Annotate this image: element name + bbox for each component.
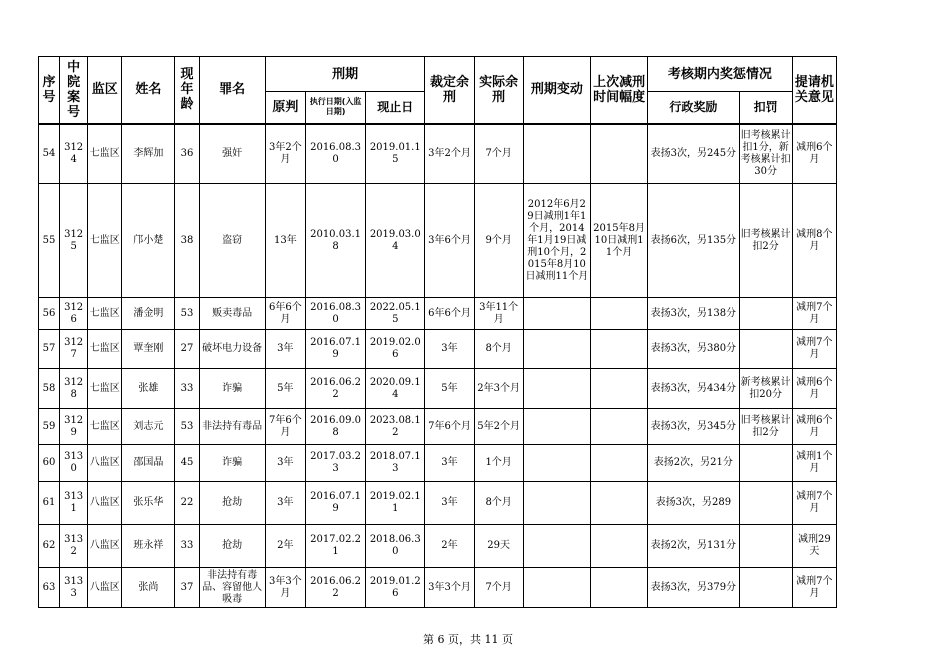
cell-last [590,409,647,445]
header-case-no: 中院案号 [60,57,88,124]
page-footer: 第 6 页，共 11 页 [423,633,513,646]
cell-case: 3124 [60,124,88,184]
cell-area: 七监区 [88,124,122,184]
cell-ruled: 3年 [425,330,474,369]
table-row [39,184,837,298]
cell-age: 22 [175,482,199,525]
cell-change [523,298,590,330]
cell-deduct: 旧考核累计扣1分，新考核累计扣30分 [739,124,792,184]
cell-seq: 63 [39,568,60,608]
cell-crime: 非法持有毒品、容留他人吸毒 [199,568,265,608]
cell-actual: 29天 [474,525,523,568]
table-row [39,298,837,330]
cell-exec: 2016.07.19 [305,330,365,369]
cell-deduct: 旧考核累计扣2分 [739,184,792,298]
cell-deduct [739,445,792,482]
cell-change [523,568,590,608]
cell-name: 潘金明 [122,298,175,330]
cell-change [523,124,590,184]
header-sentence-change: 刑期变动 [523,57,590,124]
table-row [39,525,837,568]
cell-case: 3133 [60,568,88,608]
cell-change [523,445,590,482]
cell-case: 3131 [60,482,88,525]
cell-ruled: 3年3个月 [425,568,474,608]
cell-seq: 60 [39,445,60,482]
cell-crime: 抢劫 [199,482,265,525]
cell-age: 53 [175,409,199,445]
cell-deduct [739,525,792,568]
cell-area: 七监区 [88,330,122,369]
cell-end: 2020.09.14 [366,369,425,409]
cell-opinion: 减刑7个月 [792,330,836,369]
cell-area: 七监区 [88,184,122,298]
cell-actual: 7个月 [474,124,523,184]
cell-end: 2019.01.26 [366,568,425,608]
cell-end: 2019.02.06 [366,330,425,369]
cell-name: 邝小楚 [122,184,175,298]
cell-reward: 表扬3次，另379分 [648,568,739,608]
cell-age: 33 [175,369,199,409]
table-row [39,568,837,608]
cell-reward: 表扬6次，另135分 [648,184,739,298]
cell-opinion: 减刑7个月 [792,482,836,525]
cell-deduct: 旧考核累计扣2分 [739,409,792,445]
cell-opinion: 减刑29天 [792,525,836,568]
cell-original: 7年6个月 [265,409,305,445]
header-opinion: 提请机关意见 [792,57,836,124]
cell-ruled: 3年 [425,482,474,525]
header-actual-remaining: 实际余刑 [474,57,523,124]
header-seq: 序号 [39,57,60,124]
header-age: 现年龄 [175,57,199,124]
cell-exec: 2017.03.23 [305,445,365,482]
table-row [39,124,837,184]
cell-seq: 57 [39,330,60,369]
cell-change [523,369,590,409]
cell-exec: 2010.03.18 [305,184,365,298]
cell-age: 38 [175,184,199,298]
cell-case: 3127 [60,330,88,369]
cell-crime: 盗窃 [199,184,265,298]
cell-opinion: 减刑6个月 [792,369,836,409]
cell-ruled: 7年6个月 [425,409,474,445]
cell-reward: 表扬2次，另21分 [648,445,739,482]
cell-case: 3126 [60,298,88,330]
table-row [39,369,837,409]
cell-area: 八监区 [88,482,122,525]
cell-name: 李辉加 [122,124,175,184]
prisoner-table [38,56,837,608]
cell-original: 2年 [265,525,305,568]
cell-actual: 1个月 [474,445,523,482]
cell-reward: 表扬3次，另434分 [648,369,739,409]
cell-case: 3130 [60,445,88,482]
cell-original: 3年3个月 [265,568,305,608]
cell-name: 张尚 [122,568,175,608]
cell-end: 2018.06.30 [366,525,425,568]
header-crime: 罪名 [199,57,265,124]
cell-ruled: 2年 [425,525,474,568]
table-row [39,445,837,482]
cell-actual: 7个月 [474,568,523,608]
cell-opinion: 减刑6个月 [792,409,836,445]
cell-name: 邵国晶 [122,445,175,482]
cell-age: 53 [175,298,199,330]
table-row [39,482,837,525]
cell-actual: 5年2个月 [474,409,523,445]
cell-crime: 破坏电力设备 [199,330,265,369]
cell-case: 3128 [60,369,88,409]
cell-change [523,525,590,568]
cell-age: 37 [175,568,199,608]
cell-reward: 表扬3次，另245分 [648,124,739,184]
header-exec-date: 执行日期(入监日期) [305,92,365,124]
cell-original: 13年 [265,184,305,298]
cell-deduct: 新考核累计扣20分 [739,369,792,409]
cell-reward: 表扬3次，另345分 [648,409,739,445]
cell-deduct [739,298,792,330]
cell-exec: 2016.06.22 [305,568,365,608]
cell-area: 八监区 [88,445,122,482]
cell-area: 七监区 [88,369,122,409]
cell-name: 张乐华 [122,482,175,525]
cell-end: 2019.01.15 [366,124,425,184]
cell-area: 七监区 [88,298,122,330]
cell-last [590,124,647,184]
cell-crime: 诈骗 [199,445,265,482]
cell-last [590,369,647,409]
cell-reward: 表扬3次，另380分 [648,330,739,369]
cell-last [590,445,647,482]
header-original: 原判 [265,92,305,124]
cell-exec: 2016.07.19 [305,482,365,525]
header-name: 姓名 [122,57,175,124]
table-row [39,330,837,369]
cell-crime: 非法持有毒品 [199,409,265,445]
cell-deduct [739,568,792,608]
cell-end: 2018.07.13 [366,445,425,482]
cell-last [590,568,647,608]
cell-seq: 58 [39,369,60,409]
cell-exec: 2016.09.08 [305,409,365,445]
cell-crime: 强奸 [199,124,265,184]
header-prison-area: 监区 [88,57,122,124]
cell-case: 3129 [60,409,88,445]
cell-seq: 61 [39,482,60,525]
cell-seq: 59 [39,409,60,445]
table-row [39,409,837,445]
cell-reward: 表扬2次，另131分 [648,525,739,568]
cell-age: 36 [175,124,199,184]
cell-original: 3年 [265,330,305,369]
cell-ruled: 6年6个月 [425,298,474,330]
header-sentence: 刑期 [265,57,425,92]
cell-opinion: 减刑7个月 [792,298,836,330]
cell-original: 3年 [265,482,305,525]
cell-area: 八监区 [88,568,122,608]
header-admin-reward: 行政奖励 [648,92,739,124]
cell-crime: 诈骗 [199,369,265,409]
header-deduction: 扣罚 [739,92,792,124]
cell-actual: 3年11个月 [474,298,523,330]
cell-name: 张雄 [122,369,175,409]
cell-opinion: 减刑6个月 [792,124,836,184]
header-ruled-remaining: 裁定余刑 [425,57,474,124]
cell-seq: 56 [39,298,60,330]
cell-age: 45 [175,445,199,482]
cell-seq: 54 [39,124,60,184]
cell-actual: 8个月 [474,482,523,525]
cell-area: 七监区 [88,409,122,445]
cell-ruled: 5年 [425,369,474,409]
cell-crime: 抢劫 [199,525,265,568]
cell-opinion: 减刑8个月 [792,184,836,298]
cell-exec: 2016.08.30 [305,124,365,184]
cell-change [523,330,590,369]
cell-original: 3年 [265,445,305,482]
cell-end: 2022.05.15 [366,298,425,330]
cell-name: 刘志元 [122,409,175,445]
cell-actual: 8个月 [474,330,523,369]
cell-ruled: 3年6个月 [425,184,474,298]
cell-last [590,298,647,330]
header-end-date: 现止日 [366,92,425,124]
cell-original: 6年6个月 [265,298,305,330]
cell-seq: 55 [39,184,60,298]
cell-end: 2019.02.11 [366,482,425,525]
cell-reward: 表扬3次，另289 [648,482,739,525]
header-last-reduction: 上次减刑时间幅度 [590,57,647,124]
cell-case: 3132 [60,525,88,568]
cell-deduct [739,482,792,525]
cell-end: 2023.08.12 [366,409,425,445]
cell-exec: 2016.08.30 [305,298,365,330]
cell-case: 3125 [60,184,88,298]
cell-crime: 贩卖毒品 [199,298,265,330]
cell-age: 33 [175,525,199,568]
cell-original: 3年2个月 [265,124,305,184]
cell-change [523,409,590,445]
cell-change [523,482,590,525]
cell-actual: 2年3个月 [474,369,523,409]
cell-end: 2019.03.04 [366,184,425,298]
cell-last [590,482,647,525]
cell-last [590,330,647,369]
cell-last: 2015年8月10日减刑11个月 [590,184,647,298]
cell-opinion: 减刑1个月 [792,445,836,482]
cell-last [590,525,647,568]
cell-exec: 2017.02.21 [305,525,365,568]
cell-opinion: 减刑7个月 [792,568,836,608]
header-rewards-title: 考核期内奖惩情况 [648,57,793,92]
cell-deduct [739,330,792,369]
cell-ruled: 3年 [425,445,474,482]
cell-name: 班永祥 [122,525,175,568]
cell-age: 27 [175,330,199,369]
cell-reward: 表扬3次，另138分 [648,298,739,330]
cell-area: 八监区 [88,525,122,568]
cell-actual: 9个月 [474,184,523,298]
cell-exec: 2016.06.22 [305,369,365,409]
cell-seq: 62 [39,525,60,568]
cell-name: 覃奎刚 [122,330,175,369]
cell-change: 2012年6月29日减刑1年1个月，2014年1月19日减刑10个月，2015年8月10日减刑11个月 [523,184,590,298]
cell-ruled: 3年2个月 [425,124,474,184]
cell-original: 5年 [265,369,305,409]
